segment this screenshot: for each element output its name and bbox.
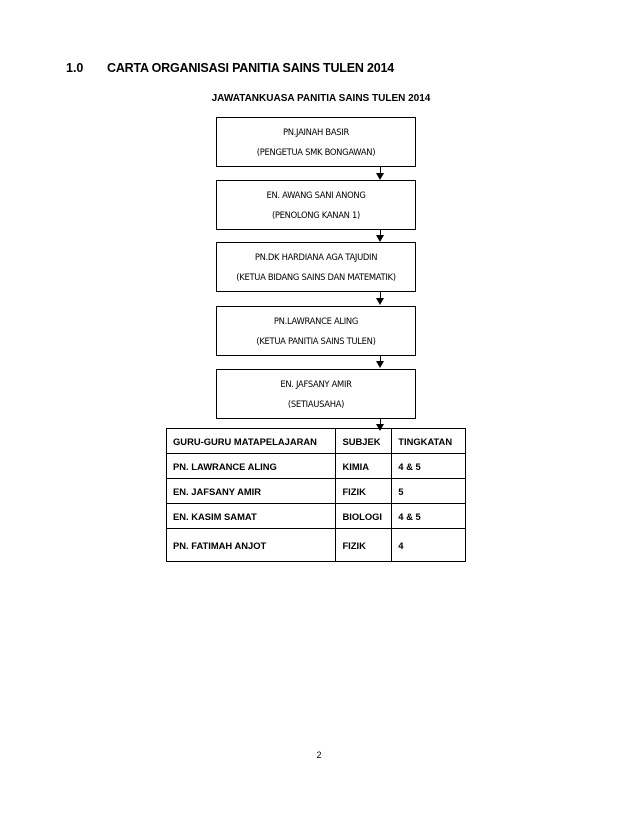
org-name: PN.DK HARDIANA AGA TAJUDIN	[254, 252, 378, 262]
chart-subtitle: JAWATANKUASA PANITIA SAINS TULEN 2014	[211, 93, 431, 104]
arrow-down-icon	[376, 173, 384, 180]
section-number: 1.0	[66, 61, 84, 75]
org-box-penolong-kanan	[216, 180, 416, 230]
org-box-ketua-bidang	[216, 242, 416, 292]
table-cell: 4	[392, 529, 466, 562]
arrow-down-icon	[376, 298, 384, 305]
table-cell: EN. KASIM SAMAT	[167, 504, 336, 529]
table-cell: EN. JAFSANY AMIR	[167, 479, 336, 504]
org-name: EN. AWANG SANI ANONG	[266, 190, 366, 200]
table-cell: FIZIK	[336, 479, 392, 504]
org-name: PN.JAINAH BASIR	[282, 127, 350, 137]
table-cell: 4 & 5	[392, 454, 466, 479]
org-role: (PENGETUA SMK BONGAWAN)	[256, 147, 376, 157]
table-row	[167, 479, 466, 504]
table-cell: FIZIK	[336, 529, 392, 562]
table-cell: PN. FATIMAH ANJOT	[167, 529, 336, 562]
page-number: 2	[316, 750, 322, 760]
table-cell: BIOLOGI	[336, 504, 392, 529]
section-title: CARTA ORGANISASI PANITIA SAINS TULEN 2014	[107, 61, 394, 75]
arrow-down-icon	[376, 361, 384, 368]
table-cell: KIMIA	[336, 454, 392, 479]
table-header: TINGKATAN	[392, 429, 466, 454]
teacher-table	[166, 428, 466, 562]
org-box-setiausaha	[216, 369, 416, 419]
table-row	[167, 529, 466, 562]
table-row	[167, 504, 466, 529]
org-name: PN.LAWRANCE ALING	[273, 316, 359, 326]
org-role: (KETUA BIDANG SAINS DAN MATEMATIK)	[236, 272, 396, 282]
org-box-ketua-panitia	[216, 306, 416, 356]
org-role: (SETIAUSAHA)	[287, 399, 345, 409]
table-header: GURU-GURU MATAPELAJARAN	[167, 429, 336, 454]
table-header: SUBJEK	[336, 429, 392, 454]
table-row	[167, 454, 466, 479]
org-role: (KETUA PANITIA SAINS TULEN)	[256, 336, 376, 346]
table-cell: 5	[392, 479, 466, 504]
table-header-row	[167, 429, 466, 454]
arrow-down-icon	[376, 235, 384, 242]
table-cell: PN. LAWRANCE ALING	[167, 454, 336, 479]
org-box-pengetua	[216, 117, 416, 167]
org-role: (PENOLONG KANAN 1)	[271, 210, 361, 220]
table-cell: 4 & 5	[392, 504, 466, 529]
org-name: EN. JAFSANY AMIR	[280, 379, 352, 389]
